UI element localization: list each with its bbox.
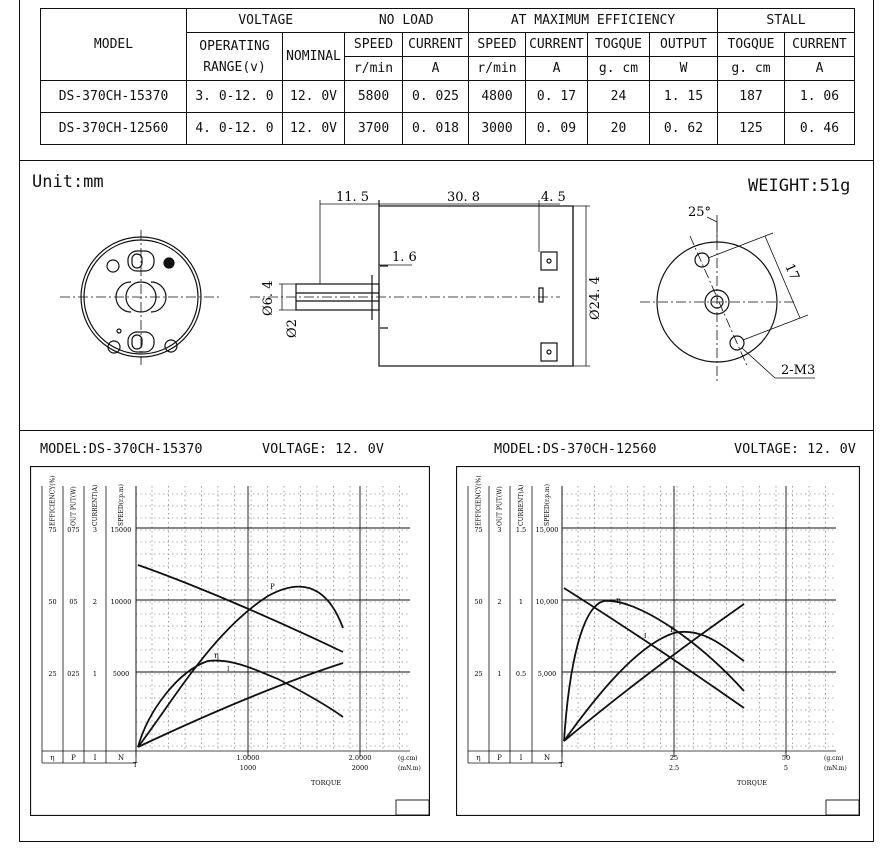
section-divider — [19, 430, 874, 431]
table-row — [41, 81, 855, 113]
dim-shaft-diameter: Ø6. 4 — [261, 280, 276, 316]
axis-tick-label: 15000 — [110, 526, 132, 534]
header-no-load: NO LOAD — [345, 9, 469, 33]
axis-tick-label: 5,000 — [537, 670, 557, 678]
axis-symbol: N — [543, 754, 551, 762]
axis-tick-label: 2 — [92, 598, 98, 606]
cell-nl-current: 0. 018 — [403, 113, 469, 145]
cell-me-torque: 20 — [588, 113, 650, 145]
side-view — [250, 200, 590, 366]
cell-model: DS-370CH-12560 — [41, 113, 187, 145]
axis-tick-label: 75 — [474, 526, 483, 534]
plot-grid — [136, 486, 410, 757]
cell-me-speed: 4800 — [469, 81, 526, 113]
x-tick-label: 2.0000 — [348, 754, 372, 762]
plot-grid — [562, 486, 836, 757]
current-curve-label: I — [227, 666, 230, 673]
x-tick-label: 2.5 — [668, 764, 680, 772]
efficiency-curve-label: η — [214, 651, 219, 660]
cell-st-torque: 125 — [718, 113, 785, 145]
unit-label: Unit:mm — [32, 172, 104, 192]
dim-mount-holes: 2-M3 — [781, 363, 816, 378]
unit-me-current: A — [526, 57, 588, 81]
dim-11-5: 11. 5 — [336, 190, 370, 205]
axis-tick-label: 05 — [69, 598, 78, 606]
axis-tick-label: 3 — [92, 526, 98, 534]
dim-30-8: 30. 8 — [447, 190, 481, 205]
x-axis-title: TORQUE — [736, 779, 768, 787]
performance-chart-2 — [456, 466, 860, 816]
curve-group — [564, 588, 744, 741]
header-operating-range-line1: OPERATING — [199, 38, 270, 54]
header-nl-speed: SPEED — [345, 33, 403, 57]
axis-tick-label: 15,000 — [535, 526, 559, 534]
x-unit-label: (g.cm) — [398, 755, 418, 762]
cell-me-current: 0. 09 — [526, 113, 588, 145]
axis-tick-label: 10,000 — [535, 598, 559, 606]
axis-tick-label: 1.5 — [515, 526, 527, 534]
dim-angle: 25° — [688, 205, 712, 220]
axis-symbol: P — [71, 754, 76, 762]
dim-1-6: 1. 6 — [392, 250, 417, 265]
header-me-speed: SPEED — [469, 33, 526, 57]
title-block-box — [396, 800, 429, 815]
axis-tick-label: 1 — [92, 670, 98, 678]
axis-tick-label: 1 — [497, 670, 502, 678]
axis-header: SPEED(r.p.m) — [544, 484, 551, 526]
header-nl-current: CURRENT — [403, 33, 469, 57]
x-tick-label: 50 — [781, 754, 791, 762]
cell-st-torque: 187 — [718, 81, 785, 113]
axis-symbol: P — [497, 754, 502, 762]
axis-header: CURRENT(A) — [518, 484, 525, 526]
output-curve-label: P — [270, 583, 275, 591]
dim-shaft-inner: Ø2 — [285, 319, 300, 338]
dim-hole-spacing: 17 — [781, 261, 802, 283]
axis-header: OUT PUT(W) — [70, 486, 78, 526]
output-curve-label: P — [670, 626, 675, 634]
x-tick-label: 2000 — [351, 764, 369, 772]
chart2-model-label: MODEL:DS-370CH-12560 — [494, 441, 657, 457]
speed-curve — [564, 588, 744, 708]
axis-tick-label: 0.5 — [515, 670, 527, 678]
x-tick-label: 5 — [783, 764, 789, 772]
header-me-torque: TOGQUE — [588, 33, 650, 57]
header-voltage: VOLTAGE — [187, 9, 345, 33]
header-max-efficiency: AT MAXIMUM EFFICIENCY — [469, 9, 718, 33]
chart1-model-label: MODEL:DS-370CH-15370 — [40, 441, 203, 457]
header-nominal: NOMINAL — [283, 33, 345, 81]
axis-header: EFFICIENCY(%) — [475, 475, 483, 526]
current-curve-label: I — [644, 633, 647, 640]
motor-dimension-drawing — [0, 160, 886, 430]
axis-symbol: N — [117, 754, 125, 762]
origin-label: T — [559, 761, 564, 769]
current-curve — [564, 604, 744, 741]
axis-tick-label: 1 — [518, 598, 524, 606]
unit-me-torque: g. cm — [588, 57, 650, 81]
cell-nominal: 12. 0V — [283, 81, 345, 113]
axis-header: EFFICIENCY(%) — [49, 475, 57, 526]
x-unit-label: (mN.m) — [824, 765, 847, 772]
cell-range: 3. 0-12. 0 — [187, 81, 283, 113]
axis-header: OUT PUT(W) — [496, 486, 504, 526]
dim-body-diameter: Ø24. 4 — [588, 276, 603, 320]
header-operating-range — [187, 33, 283, 81]
weight-label: WEIGHT:51g — [748, 176, 851, 196]
x-axis-title: TORQUE — [310, 779, 342, 787]
table-row — [41, 113, 855, 145]
header-st-torque: TOGQUE — [718, 33, 785, 57]
cell-me-current: 0. 17 — [526, 81, 588, 113]
chart1-voltage-label: VOLTAGE: 12. 0V — [262, 441, 384, 457]
x-tick-label: 25 — [669, 754, 679, 762]
performance-chart-1 — [30, 466, 430, 816]
unit-nl-speed: r/min — [345, 57, 403, 81]
front-view — [60, 230, 222, 365]
cell-nl-current: 0. 025 — [403, 81, 469, 113]
cell-me-output: 0. 62 — [650, 113, 718, 145]
axis-tick-label: 075 — [67, 526, 80, 534]
axis-tick-label: 2 — [497, 598, 502, 606]
axis-header: CURRENT(A) — [92, 484, 99, 526]
header-me-output: OUTPUT — [650, 33, 718, 57]
header-model: MODEL — [41, 9, 187, 81]
unit-me-output: W — [650, 57, 718, 81]
axis-tick-label: 3 — [497, 526, 502, 534]
axis-tick-label: 25 — [48, 670, 57, 678]
cell-range: 4. 0-12. 0 — [187, 113, 283, 145]
axis-tick-label: 50 — [474, 598, 483, 606]
axis-symbol: I — [519, 754, 523, 762]
axis-tick-label: 10000 — [110, 598, 132, 606]
axis-tick-label: 75 — [48, 526, 57, 534]
cell-st-current: 0. 46 — [785, 113, 855, 145]
cell-me-torque: 24 — [588, 81, 650, 113]
x-unit-label: (g.cm) — [824, 755, 844, 762]
cell-me-speed: 3000 — [469, 113, 526, 145]
axis-header: SPEED(r.p.m) — [118, 484, 125, 526]
x-tick-label: 1.0000 — [236, 754, 260, 762]
axis-tick-label: 50 — [48, 598, 57, 606]
dim-4-5: 4. 5 — [541, 190, 566, 205]
spec-table — [40, 8, 855, 145]
header-operating-range-line2: RANGE(v) — [203, 59, 266, 75]
axis-tick-label: 025 — [67, 670, 80, 678]
x-unit-label: (mN.m) — [398, 765, 421, 772]
chart2-voltage-label: VOLTAGE: 12. 0V — [734, 441, 856, 457]
header-stall: STALL — [718, 9, 855, 33]
header-me-current: CURRENT — [526, 33, 588, 57]
unit-st-torque: g. cm — [718, 57, 785, 81]
cell-nl-speed: 5800 — [345, 81, 403, 113]
unit-st-current: A — [785, 57, 855, 81]
cell-st-current: 1. 06 — [785, 81, 855, 113]
title-block-box — [826, 800, 859, 815]
axis-symbol: I — [93, 754, 97, 762]
cell-nominal: 12. 0V — [283, 113, 345, 145]
axis-tick-label: 5000 — [112, 670, 130, 678]
unit-nl-current: A — [403, 57, 469, 81]
axis-symbol: η — [50, 754, 55, 762]
cell-nl-speed: 3700 — [345, 113, 403, 145]
unit-me-speed: r/min — [469, 57, 526, 81]
output-curve — [564, 632, 744, 741]
cell-me-output: 1. 15 — [650, 81, 718, 113]
axis-tick-label: 25 — [474, 670, 483, 678]
header-st-current: CURRENT — [785, 33, 855, 57]
origin-label: T — [133, 761, 138, 769]
cell-model: DS-370CH-15370 — [41, 81, 187, 113]
curve-group — [138, 565, 343, 747]
x-tick-label: 1000 — [239, 764, 257, 772]
axis-symbol: η — [476, 754, 481, 762]
rear-view — [640, 215, 815, 382]
efficiency-curve-label: η — [616, 596, 621, 605]
